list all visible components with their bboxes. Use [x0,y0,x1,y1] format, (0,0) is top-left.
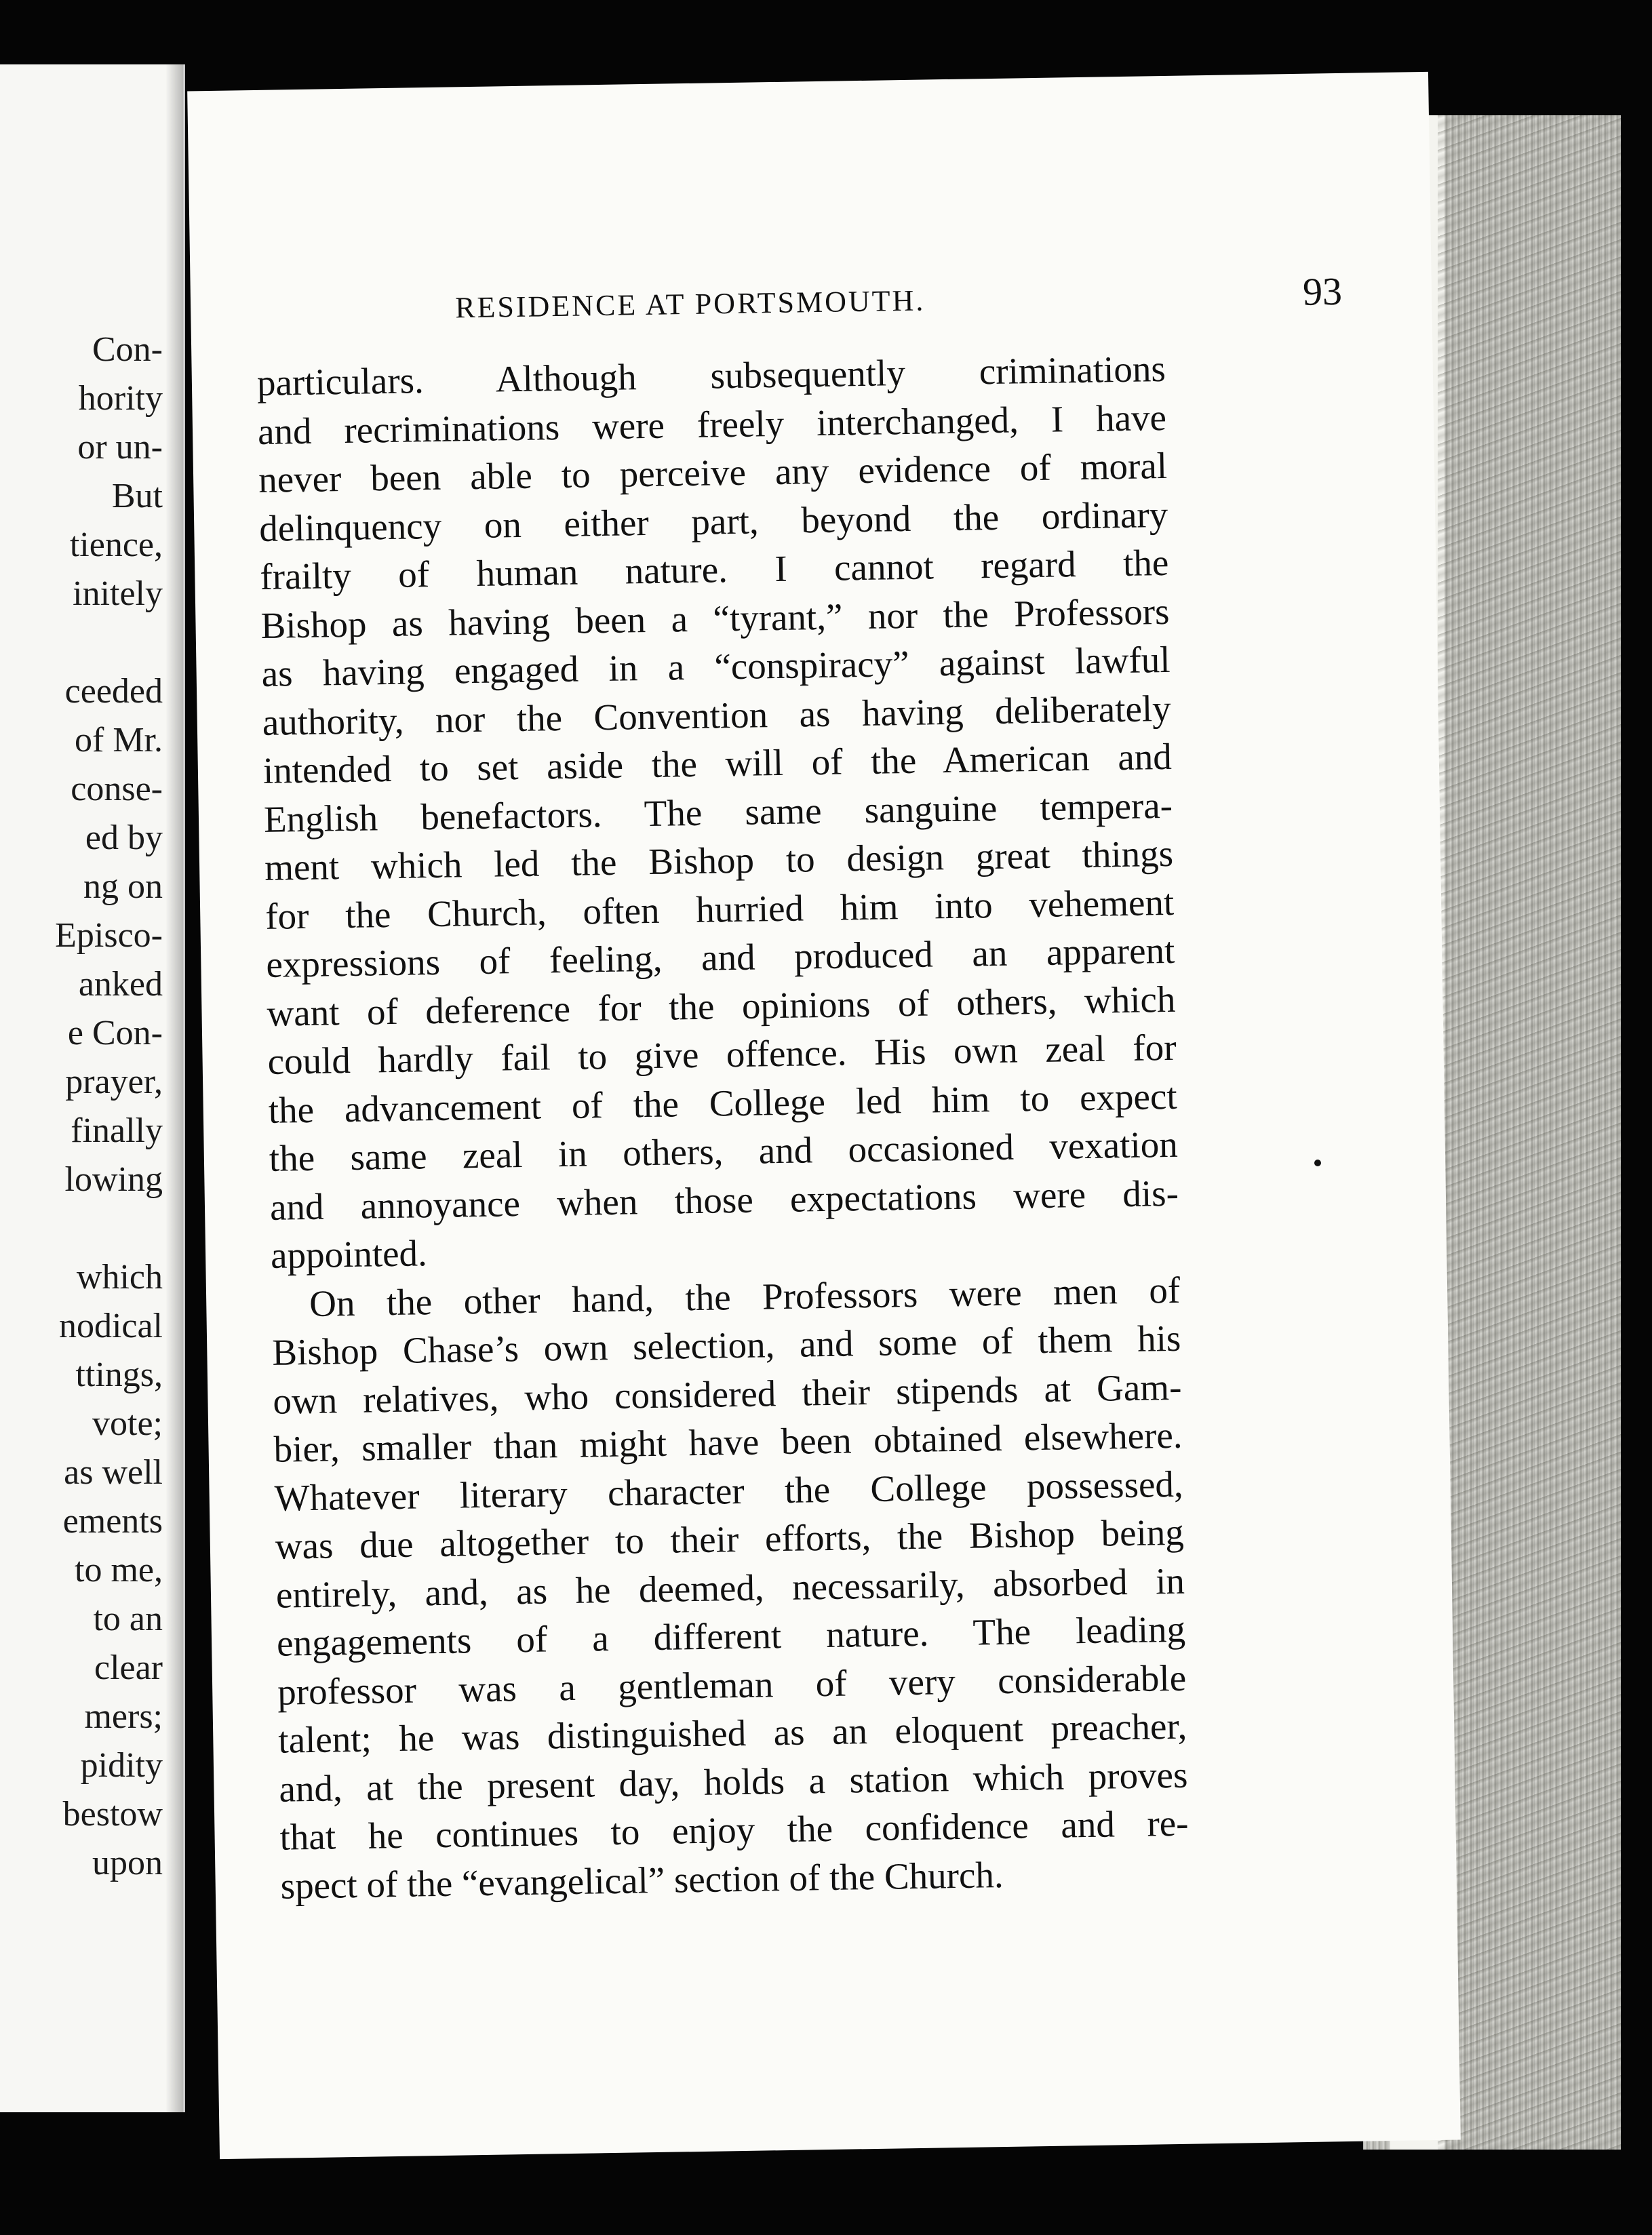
text-line: the advancement of the College led him to expect [268,1075,1178,1131]
text-line: and, at the present day, holds a station which proves [279,1754,1188,1810]
facing-page-line: hority [78,379,163,418]
text-line: talent; he was distinguished as an eloquent preacher, [277,1705,1187,1761]
text-line: entirely, and, as he deemed, necessarily, absorbed in [275,1560,1185,1616]
text-line: never been able to perceive any evidence of moral [258,444,1168,500]
text-line: and recriminations were freely interchanged, I have [257,396,1167,452]
page-edges-texture [1438,115,1621,2150]
text-line: On the other hand, the Professors were men of [309,1269,1181,1324]
facing-page-line: as well [64,1453,163,1492]
text-line: as having engaged in a “conspiracy” against lawful [261,638,1171,694]
facing-page-line: pidity [80,1746,163,1785]
facing-page-line: Con- [92,330,163,369]
text-line: engagements of a different nature. The leading [276,1608,1186,1664]
text-line: want of deference for the opinions of others, which [267,978,1176,1034]
text-line: ment which led the Bishop to design great things [264,832,1174,888]
facing-page-line: to me, [75,1551,163,1589]
facing-page-line: finally [71,1111,163,1150]
facing-page-line: bestow [62,1795,163,1834]
running-head: RESIDENCE AT PORTSMOUTH. [454,283,926,325]
facing-page-line: or un- [77,428,163,467]
facing-page-line: ed by [85,818,163,857]
text-line: Bishop as having been a “tyrant,” nor the Professors [260,590,1170,646]
text-line: delinquency on either part, beyond the ordinary [258,493,1168,549]
speck-mark [1314,1160,1321,1166]
text-line: professor was a gentleman of very considerable [277,1657,1187,1713]
facing-page-line: ng on [83,867,163,906]
facing-page-line: ttings, [75,1356,163,1394]
facing-page-line: lowing [64,1160,163,1199]
facing-page-line: ceeded [64,672,163,711]
text-line: spect of the “evangelical” section of the Church. [280,1853,1004,1907]
facing-page-line: mers; [84,1697,163,1736]
text-line: intended to set aside the will of the American and [262,735,1173,791]
book-page [187,72,1461,2159]
text-line: that he continues to enjoy the confidence and re- [279,1802,1189,1858]
facing-page-line: tience, [69,526,163,564]
facing-page-line: anked [78,965,163,1004]
gutter-shadow [165,64,183,2112]
facing-page-line: to an [93,1600,163,1638]
text-line: was due altogether to their efforts, the Bishop being [275,1511,1185,1567]
facing-page-line: which [76,1258,163,1297]
facing-page-line: ements [62,1502,163,1541]
facing-page-left [0,64,185,2112]
facing-page-line: e Con- [67,1014,163,1052]
text-line: for the Church, often hurried him into vehement [264,881,1175,937]
text-line: English benefactors. The same sanguine tempera- [263,784,1173,840]
facing-page-line: nodical [58,1307,163,1345]
text-line: the same zeal in others, and occasioned vexation [269,1123,1179,1179]
facing-page-line: clear [94,1648,163,1687]
text-line: could hardly fail to give offence. His own zeal for [267,1026,1177,1082]
text-line: frailty of human nature. I cannot regard the [259,541,1169,597]
facing-page-line: Episco- [55,916,163,955]
text-line: own relatives, who considered their stipends at Gam- [273,1366,1182,1422]
text-line: Whatever literary character the College possessed, [274,1463,1184,1519]
text-line: Bishop Chase’s own selection, and some of them his [271,1317,1181,1373]
text-line: and annoyance when those expectations were dis- [269,1172,1179,1228]
text-line: expressions of feeling, and produced an apparent [265,929,1175,985]
text-line: particulars. Although subsequently criminations [256,347,1166,403]
facing-page-line: conse- [71,770,163,808]
facing-page-line: But [111,477,163,515]
facing-page-line: upon [92,1844,163,1882]
facing-page-line: initely [73,574,163,613]
facing-page-line: prayer, [65,1063,163,1101]
facing-page-line: vote; [92,1404,163,1443]
page-number: 93 [1302,269,1343,314]
text-line: authority, nor the Convention as having deliberately [262,687,1172,743]
body-text [256,344,1189,1910]
text-line: bier, smaller than might have been obtained elsewhere. [273,1414,1183,1470]
facing-page-line: of Mr. [75,721,163,759]
text-line: appointed. [270,1232,428,1276]
